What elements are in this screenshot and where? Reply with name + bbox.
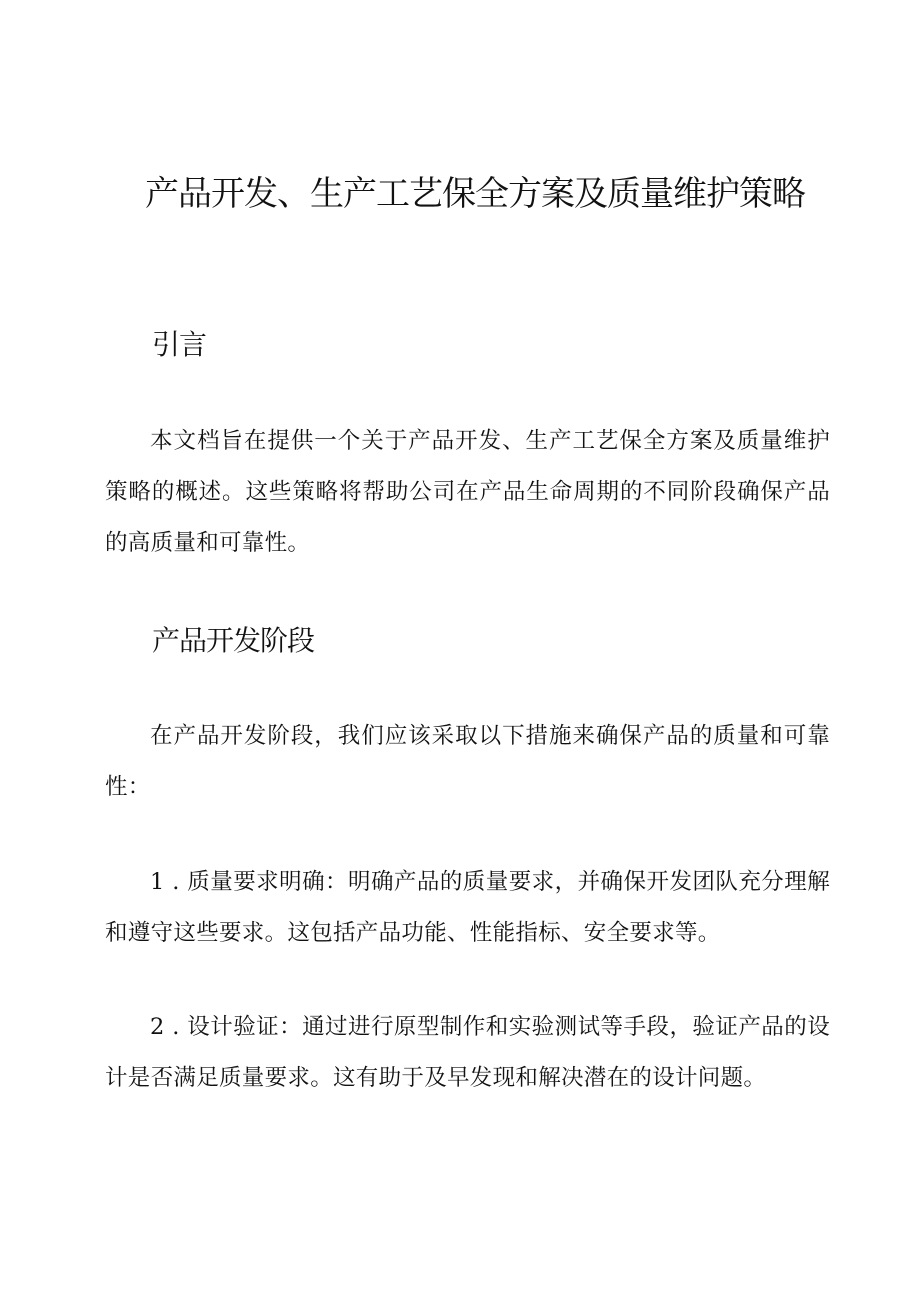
product-development-intro-paragraph: 在产品开发阶段，我们应该采取以下措施来确保产品的质量和可靠性： bbox=[105, 723, 830, 800]
list-item-quality-requirements: 1 . 质量要求明确：明确产品的质量要求，并确保开发团队充分理解和遵守这些要求。这包括产品功能、性能指标、安全要求等。 bbox=[105, 869, 830, 946]
introduction-paragraph: 本文档旨在提供一个关于产品开发、生产工艺保全方案及质量维护策略的概述。这些策略将帮助公司在产品生命周期的不同阶段确保产品的高质量和可靠性。 bbox=[105, 428, 830, 556]
section-heading-product-development: 产品开发阶段 bbox=[152, 624, 315, 657]
section-heading-introduction: 引言 bbox=[152, 328, 207, 361]
document-title: 产品开发、生产工艺保全方案及质量维护策略 bbox=[145, 174, 805, 214]
list-item-design-verification: 2 . 设计验证：通过进行原型制作和实验测试等手段，验证产品的设计是否满足质量要求。这有助于及早发现和解决潜在的设计问题。 bbox=[105, 1014, 830, 1091]
